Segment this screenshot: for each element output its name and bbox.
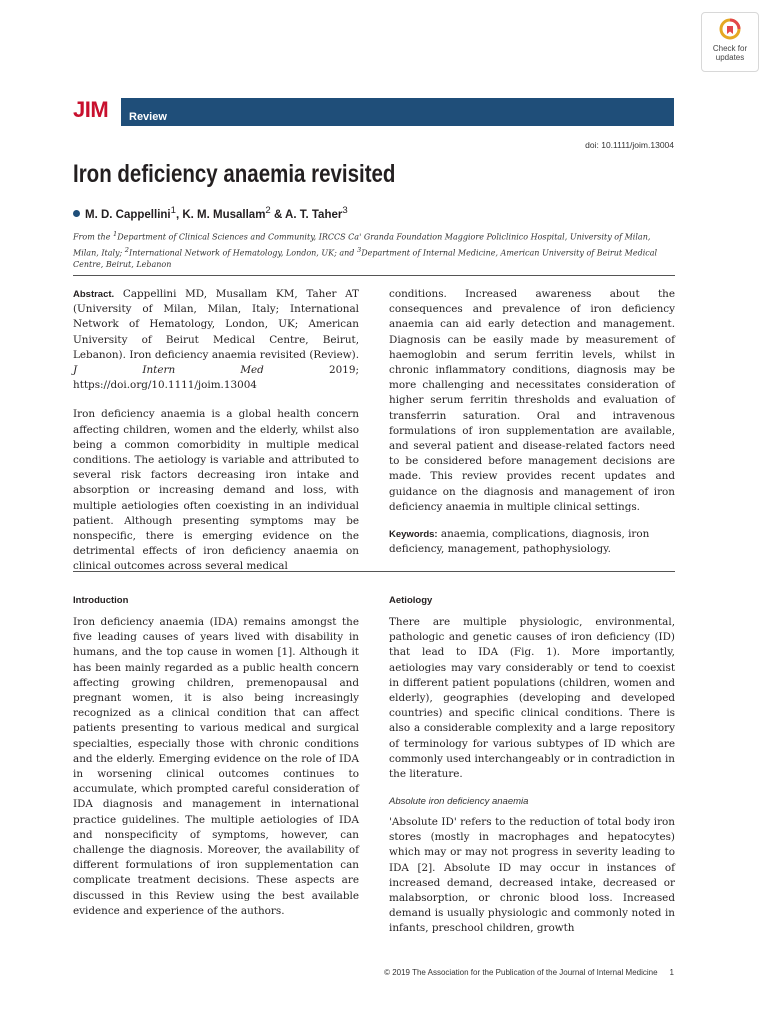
check-for-updates-badge[interactable]: [701, 12, 759, 72]
absolute-iron-deficiency-heading: Absolute iron deficiency anaemia: [389, 796, 529, 807]
section-label: Review: [129, 111, 167, 123]
journal-banner: [73, 98, 674, 126]
keywords: [389, 527, 675, 557]
check-updates-icon: [719, 18, 741, 40]
author-3[interactable]: A. T. Taher: [285, 208, 343, 221]
keywords-text: anaemia, complications, diagnosis, iron deficiency, management, pathophysiology.: [389, 528, 650, 556]
affil-sup-2: 2: [124, 245, 130, 254]
introduction-heading: Introduction: [73, 595, 129, 606]
affiliations: [73, 228, 675, 271]
author-list: M. D. Cappellini$^1$, K. M. Musallam$^2$ & A. T. Taher$^3$: [73, 205, 348, 221]
divider-bottom: [73, 571, 675, 572]
article-title: Iron deficiency anaemia revisited: [73, 160, 396, 188]
abstract-label: Abstract.: [73, 289, 115, 300]
divider-top: [73, 275, 675, 276]
author-2[interactable]: K. M. Musallam: [182, 208, 266, 221]
author-ampersand: &: [273, 208, 283, 221]
absolute-iron-deficiency-body: 'Absolute ID' refers to the reduction of total body iron stores (mostly in macrophages and hepatocytes) which may or may not progress in severity leading to IDA [2]. Absolute ID may occur in instances of increased demand, decreased intake, decreased or malabsorption, or chronic blood loss. Increased demand is usually physiologic and commonly noted in infants, preschool children, growth: [389, 816, 675, 935]
abstract-paragraph-1: Iron deficiency anaemia is a global health concern affecting children, women and the elderly, whilst also being a common comorbidity in multiple medical conditions. The aetiology is variable and attributed to several risk factors decreasing iron intake and absorption or increasing demand and loss, with multiple aetiologies often coexisting in an individual patient. Although presenting symptoms may be nonspecific, there is emerging evidence on the detrimental effects of iron deficiency anaemia on clinical outcomes across several medical: [73, 408, 359, 573]
page-number: 1: [669, 968, 674, 977]
check-updates-line1: Check for: [712, 44, 748, 53]
affil-3: Department of Internal Medicine, American University of Beirut Medical Centre, Beirut, Lebanon: [73, 248, 658, 270]
check-updates-line2: updates: [715, 53, 745, 62]
page-footer: [384, 968, 674, 977]
author-bullet-icon: [73, 210, 80, 217]
affil-sup-3: 3: [356, 245, 362, 254]
abstract-citation-post: 2019; https://doi.org/10.1111/joim.13004: [73, 364, 359, 392]
abstract-journal: J Intern Med: [73, 364, 264, 377]
affil-1: Department of Clinical Sciences and Community, IRCCS Ca' Granda Foundation Maggiore Policlinico Hospital, University of Milan, Milan, Italy;: [73, 232, 651, 258]
journal-logo: JIM: [73, 97, 109, 122]
abstract-right-column: [389, 287, 675, 557]
abstract-left-column: [73, 287, 359, 575]
keywords-label: Keywords:: [389, 529, 438, 541]
author-1-sup: 1: [170, 205, 176, 216]
aetiology-heading: Aetiology: [389, 595, 433, 606]
abstract-paragraph-2: conditions. Increased awareness about the consequences and prevalence of iron deficiency anaemia can aid early detection and management. Diagnosis can be easily made by measurement of haemoglobin and serum ferritin levels, whilst in chronic inflammatory conditions, diagnosis may be more challenging and necessitates consideration of higher serum ferritin thresholds and evaluation of transferrin saturation. Oral and intravenous formulations of iron supplementation are available, and several patient and disease-related factors need to be considered before management decisions are made. This review provides recent updates and guidance on the diagnosis and management of iron deficiency anaemia in multiple clinical settings.: [389, 288, 675, 513]
author-1[interactable]: M. D. Cappellini: [85, 208, 171, 221]
abstract-citation-pre: Cappellini MD, Musallam KM, Taher AT (University of Milan, Milan, Italy; International Network of Hematology, London, UK; American University of Beirut Medical Centre, Beirut, Lebanon). Iron deficiency anaemia revisited (Review).: [73, 288, 359, 361]
doi[interactable]: doi: 10.1111/joim.13004: [585, 140, 674, 150]
author-2-sup: 2: [265, 205, 271, 216]
banner-bar: [121, 98, 674, 126]
aetiology-body: There are multiple physiologic, environmental, pathologic and genetic causes of iron deficiency (ID) that lead to IDA (Fig. 1). More importantly, aetiologies may vary considerably or tend to coexist in different patient populations (children, women and elderly), geographies (developing and developed countries) and specific clinical conditions. There is also a considerable complexity and a large repository of terminology for various subtypes of ID which are commonly used interchangeably or in contradiction in the literature.: [389, 616, 675, 781]
affil-2: International Network of Hematology, London, UK; and: [129, 248, 357, 258]
affil-prefix: From the: [73, 232, 113, 242]
affil-sup-1: 1: [112, 230, 118, 238]
author-3-sup: 3: [342, 205, 348, 216]
copyright: © 2019 The Association for the Publication of the Journal of Internal Medicine: [384, 968, 658, 977]
introduction-body: Iron deficiency anaemia (IDA) remains amongst the five leading causes of years lived with disability in humans, and the top cause in women [1]. Although it has been mainly regarded as a public health concern affecting growing children, premenopausal and pregnant women, it is also being increasingly recognized as a clinical condition that can affect patients presenting to various medical and surgical specialties, especially those with chronic conditions and the elderly. Emerging evidence on the role of IDA in worsening clinical outcomes continues to accumulate, which prompted careful consideration of IDA diagnosis and management in international practice guidelines. The multiple aetiologies of IDA and nonspecificity of symptoms, however, can challenge the diagnosis. Moreover, the availability of different formulations of iron supplementation can complicate treatment decisions. These aspects are discussed in this Review using the best available evidence and experience of the authors.: [73, 616, 359, 917]
